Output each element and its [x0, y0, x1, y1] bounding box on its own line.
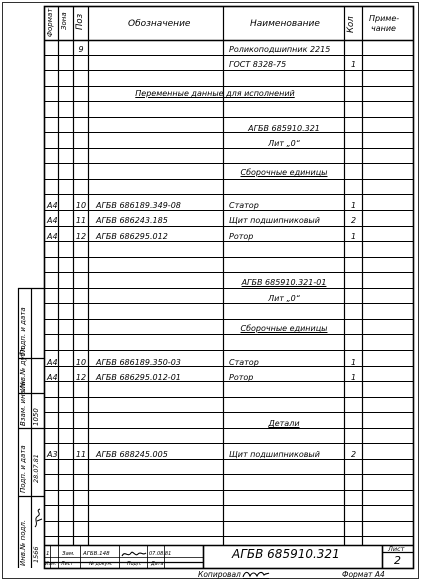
- cell-name: Статор: [229, 201, 259, 210]
- side-signature: [31, 507, 45, 529]
- cell-qty: 1: [350, 373, 357, 382]
- cell-designation: АГБВ 686295.012-01: [96, 373, 181, 382]
- side-signature-date: Подп. и дата: [19, 307, 27, 355]
- side-replace-inv-value: 1050: [32, 408, 40, 426]
- cell-format: А3: [47, 450, 58, 459]
- cell-name: Щит подшипниковый: [229, 450, 320, 459]
- cell-designation: АГБВ 686243.185: [96, 216, 168, 225]
- cell-name: Сборочные единицы: [240, 168, 328, 177]
- cell-pos: 10: [75, 201, 87, 210]
- tb-label-date: Дата: [151, 562, 164, 567]
- tb-label-docnum: № докум.: [89, 562, 113, 567]
- cell-designation: АГБВ 686295.012: [96, 232, 168, 241]
- header-designation: Обозначение: [128, 19, 191, 29]
- cell-format: А4: [47, 216, 58, 225]
- header-format: Формат: [46, 8, 54, 37]
- cell-designation: АГБВ 686189.349-08: [96, 201, 181, 210]
- cell-name: ГОСТ 8328-75: [229, 60, 287, 69]
- side-orig-inv-value: 1566: [32, 546, 40, 563]
- cell-name: Статор: [229, 358, 259, 367]
- cell-name: АГБВ 685910.321: [248, 124, 320, 133]
- cell-pos: 9: [78, 45, 84, 54]
- cell-designation: АГБВ 688245.005: [96, 450, 168, 459]
- cell-pos: 12: [75, 232, 87, 241]
- side-dup-inv: Инв.№ дубл.: [19, 345, 27, 391]
- footer-format: Формат А4: [342, 570, 385, 579]
- cell-qty: 2: [350, 450, 357, 459]
- tb-label-sheet: Лист: [61, 562, 74, 567]
- cell-format: А4: [47, 373, 58, 382]
- side-signature-date-2: Подп. и дата: [19, 445, 27, 493]
- tb-label-change: Изм.: [45, 562, 57, 567]
- tb-label-sign: Подп.: [127, 562, 142, 567]
- tb-signature: [121, 549, 147, 559]
- footer-copied: Копировал: [198, 570, 241, 579]
- header-name: Наименование: [250, 19, 320, 29]
- cell-format: А4: [47, 232, 58, 241]
- footer-signature: [242, 569, 270, 579]
- tb-designation: АГБВ 685910.321: [232, 547, 340, 561]
- side-signature-date-2-value: 28.07.81: [32, 454, 40, 483]
- side-replace-inv: Взам. инв.№: [19, 380, 27, 426]
- tb-replaced: Зам.: [62, 551, 75, 557]
- cell-qty: 1: [350, 232, 357, 241]
- tb-doc-num: АГБВ.148: [83, 551, 110, 557]
- header-zone: Зона: [60, 12, 68, 30]
- cell-name: Щит подшипниковый: [229, 216, 320, 225]
- header-note-line1: Приме-: [369, 14, 400, 23]
- cell-name: Лит „0“: [268, 139, 300, 148]
- cell-pos: 11: [75, 450, 87, 459]
- cell-qty: 2: [350, 216, 357, 225]
- header-pos: Поз: [75, 13, 85, 30]
- tb-sheet-label: Лист: [388, 545, 405, 553]
- cell-name: Ротор: [229, 373, 254, 382]
- tb-change-num: 1: [46, 551, 50, 557]
- tb-sheet-value: 2: [394, 554, 401, 567]
- cell-name: Лит „0“: [268, 294, 300, 303]
- cell-pos: 12: [75, 373, 87, 382]
- cell-pos: 10: [75, 358, 87, 367]
- header-qty: Кол: [346, 16, 356, 33]
- cell-format: А4: [47, 358, 58, 367]
- cell-name: Детали: [268, 419, 300, 428]
- cell-name: Ротор: [229, 232, 254, 241]
- side-orig-inv: Инв.№ подл.: [19, 519, 27, 566]
- cell-qty: 1: [350, 60, 357, 69]
- cell-pos: 11: [75, 216, 87, 225]
- cell-qty: 1: [350, 201, 357, 210]
- cell-qty: 1: [350, 358, 357, 367]
- cell-name: АГБВ 685910.321-01: [241, 278, 327, 287]
- cell-designation: АГБВ 686189.350-03: [96, 358, 181, 367]
- cell-name: Роликоподшипник 2215: [229, 45, 331, 54]
- header-note-line2: чание: [371, 24, 396, 33]
- cell-name: Сборочные единицы: [240, 324, 328, 333]
- cell-designation: Переменные данные для исполнений: [135, 89, 295, 98]
- cell-format: А4: [47, 201, 58, 210]
- tb-date: 07.08.81: [149, 551, 172, 557]
